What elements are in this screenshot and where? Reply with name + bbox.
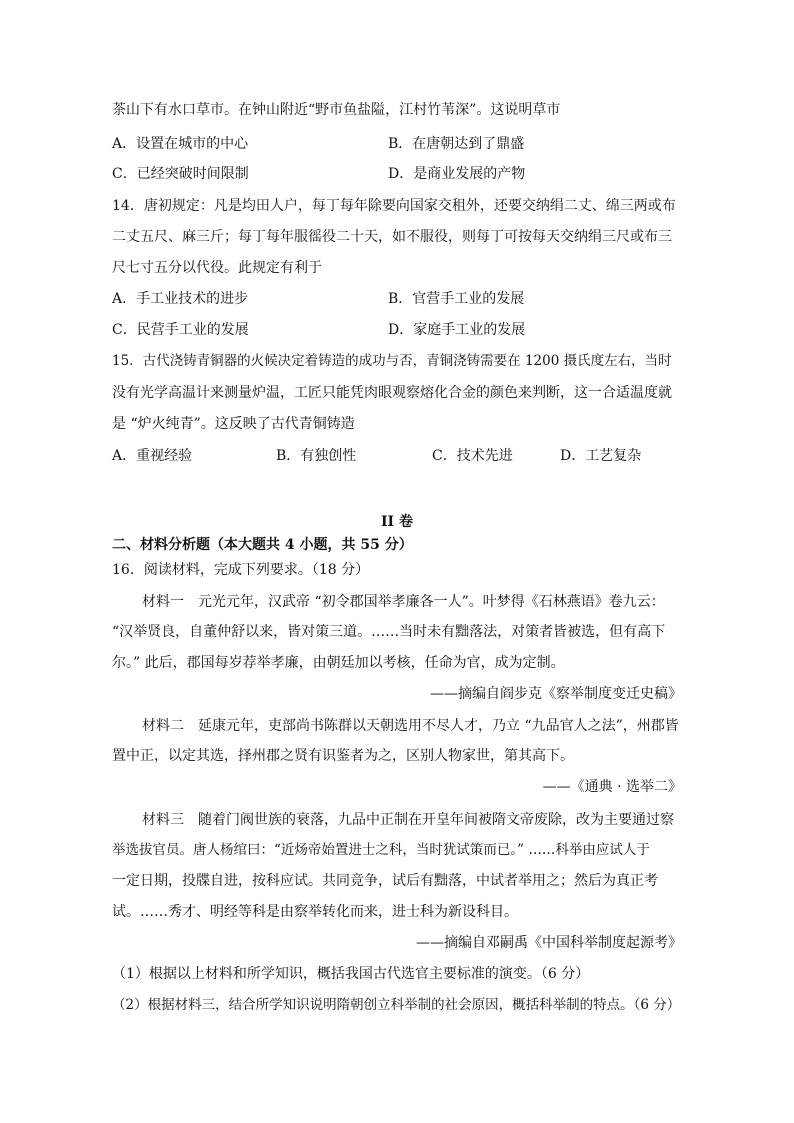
q14-option-b: B．官营手工业的发展 (388, 291, 525, 307)
q13-stem-continued: 茶山下有水口草市。在钟山附近“野市鱼盐隘，江村竹苇深”。这说明草市 (112, 102, 561, 118)
q15-stem-line-1: 15．古代浇铸青铜器的火候决定着铸造的成功与否，青铜浇铸需要在 1200 摄氏度左右，当时 (112, 353, 672, 369)
q14-option-d: D．家庭手工业的发展 (388, 322, 526, 338)
material-1-source: ——摘编自阎步克《察举制度变迁史稿》 (430, 686, 682, 702)
q14-stem-line-2: 二丈五尺、麻三斤；每丁每年服徭役二十天，如不服役，则每丁可按每天交纳绢三尺或布三 (112, 229, 672, 245)
q14-option-a: A．手工业技术的进步 (112, 291, 249, 307)
q16-subquestion-2: （2）根据材料三，结合所学知识说明隋朝创立科举制的社会原因，概括科举制的特点。（6 分） (112, 997, 681, 1013)
material-1-line-1: 材料一 元光元年，汉武帝 “初令郡国举孝廉各一人”。叶梦得《石林燕语》卷九云： (142, 594, 665, 610)
q15-option-b: B．有独创性 (276, 448, 357, 464)
q14-stem-line-1: 14．唐初规定：凡是均田人户，每丁每年除要向国家交租外，还要交纳绢二丈、绵三两或布 (112, 198, 676, 214)
material-2-line-1: 材料二 延康元年，吏部尚书陈群以天朝选用不尽人才，乃立 “九品官人之法”，州郡皆 (142, 718, 679, 734)
section-heading: 二、材料分析题（本大题共 4 小题，共 55 分） (112, 537, 413, 553)
q15-stem-line-2: 没有光学高温计来测量炉温，工匠只能凭肉眼观察熔化合金的颜色来判断，这一合适温度就 (112, 385, 672, 401)
q15-stem-line-3: 是 “炉火纯青”。这反映了古代青铜铸造 (112, 416, 355, 432)
material-2-line-2: 置中正，以定其选，择州郡之贤有识鉴者为之，区别人物家世，第其高下。 (112, 748, 574, 764)
material-3-source: ——摘编自邓嗣禹《中国科举制度起源考》 (416, 935, 682, 951)
q13-option-d: D．是商业发展的产物 (388, 166, 526, 182)
q14-option-c: C．民营手工业的发展 (112, 322, 249, 338)
material-2-source: ——《通典 · 选举二》 (542, 779, 682, 795)
q15-option-d: D．工艺复杂 (560, 448, 642, 464)
q16-intro: 16．阅读材料，完成下列要求。（18 分） (112, 562, 370, 578)
material-3-line-3: 一定日期，投牒自进，按科应试。共同竞争，试后有黜落，中试者举用之；然后为真正考 (112, 873, 658, 889)
q14-stem-line-3: 尺七寸五分以代役。此规定有利于 (112, 260, 322, 276)
material-3-line-4: 试。……秀才、明经等科是由察举转化而来，进士科为新设科目。 (112, 904, 518, 920)
q13-option-a: A．设置在城市的中心 (112, 136, 249, 152)
material-1-line-3: 尔。” 此后，郡国每岁荐举孝廉，由朝廷加以考核，任命为官，成为定制。 (112, 655, 565, 671)
q15-option-c: C．技术先进 (432, 448, 513, 464)
q15-option-a: A．重视经验 (112, 448, 193, 464)
q13-option-b: B．在唐朝达到了鼎盛 (388, 136, 525, 152)
material-3-line-2: 举选拔官员。唐人杨绾曰：“近炀帝始置进士之科，当时犹试策而已。” ……科举由应试人于 (112, 842, 650, 858)
q13-option-c: C．已经突破时间限制 (112, 166, 249, 182)
material-1-line-2: “汉举贤良，自董仲舒以来，皆对策三道。……当时未有黜落法，对策者皆被选，但有高下 (112, 624, 666, 640)
material-3-line-1: 材料三 随着门阀世族的衰落，九品中正制在开皇年间被隋文帝废除，改为主要通过察 (142, 812, 674, 828)
q16-subquestion-1: （1）根据以上材料和所学知识，概括我国古代选官主要标准的演变。（6 分） (112, 966, 590, 982)
volume-title: II 卷 (381, 514, 413, 530)
